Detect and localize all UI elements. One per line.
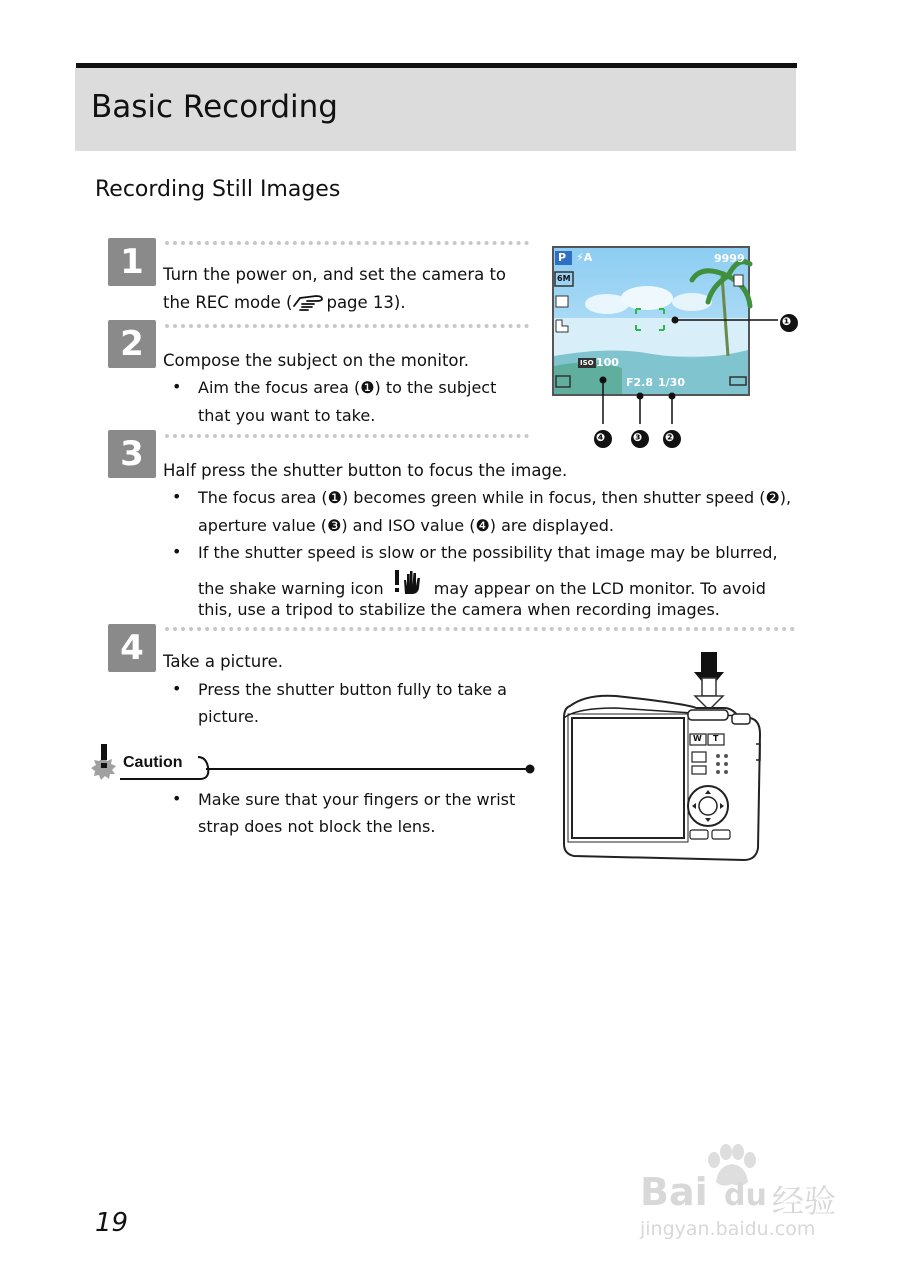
caution-line [118, 753, 538, 789]
step-3-bullet2-line1: If the shutter speed is slow or the possibility that image may be blurred, [198, 543, 778, 562]
step-3-bullet-2: • [172, 542, 182, 561]
step-1-number: 1 [108, 238, 156, 286]
step-4-divider [165, 627, 795, 631]
step-3-bullet2-line2a: the shake warning icon [198, 579, 384, 598]
step-2-divider [165, 324, 529, 328]
baidu-watermark [640, 1158, 860, 1248]
step-4-number: 4 [108, 624, 156, 672]
zoom-tele-label: T [713, 734, 719, 743]
step-4-bullet-line2: picture. [198, 707, 259, 726]
section-title: Recording Still Images [95, 177, 341, 202]
watermark-brand2: du [724, 1178, 767, 1213]
lcd-illustration [552, 246, 802, 454]
step-2-line1: Compose the subject on the monitor. [163, 351, 470, 370]
lcd-shutter: 1/30 [658, 376, 685, 389]
callout-4: ❹ [596, 431, 606, 444]
step-1-line2 [163, 289, 406, 321]
step-4-bullet-line1: Press the shutter button fully to take a [198, 680, 507, 699]
page-title: Basic Recording [91, 89, 338, 125]
step-3-bullet1-line1: The focus area (❶) becomes green while in focus, then shutter speed (❷), [198, 488, 792, 507]
step-1-line1: Turn the power on, and set the camera to [163, 265, 507, 284]
caution-icon [88, 743, 120, 785]
step-2-bullet: • [172, 377, 182, 396]
lcd-aperture: F2.8 [626, 376, 654, 389]
zoom-wide-label: W [693, 734, 702, 743]
lcd-shots: 9999 [714, 252, 745, 265]
step-3-number: 3 [108, 430, 156, 478]
callout-2: ❷ [665, 431, 675, 444]
step-3-line1: Half press the shutter button to focus the image. [163, 461, 568, 480]
step-1-divider [165, 241, 529, 245]
step-3-bullet1-line2: aperture value (❸) and ISO value (❹) are displayed. [198, 516, 614, 535]
caution-line1: Make sure that your fingers or the wrist [198, 790, 516, 809]
callout-3: ❸ [633, 431, 643, 444]
step-3-bullet-1: • [172, 487, 182, 506]
caution-line2: strap does not block the lens. [198, 817, 436, 836]
watermark-cn: 经验 [772, 1182, 837, 1220]
step-4-bullet: • [172, 679, 182, 698]
caution-bullet: • [172, 789, 182, 808]
lcd-iso: 100 [596, 356, 619, 369]
lcd-flash: ⚡A [576, 251, 593, 264]
step-3-divider [165, 434, 529, 438]
step-2-bullet-line2: that you want to take. [198, 406, 376, 425]
lcd-mode: P [558, 251, 567, 264]
step-2-number: 2 [108, 320, 156, 368]
camera-illustration [556, 648, 766, 870]
lcd-iso-tag: ISO [580, 359, 594, 367]
caution-label: Caution [123, 754, 183, 771]
step-3-bullet2-line2b: may appear on the LCD monitor. To avoid [433, 579, 766, 598]
step-4-line1: Take a picture. [163, 652, 284, 671]
step-2-bullet-line1: Aim the focus area (❶) to the subject [198, 378, 497, 397]
step-3-bullet2-line3: this, use a tripod to stabilize the camera when recording images. [198, 600, 720, 619]
callout-1: ❶ [782, 315, 792, 328]
page-number: 19 [95, 1208, 129, 1238]
watermark-brand: Bai [640, 1170, 708, 1214]
watermark-url: jingyan.baidu.com [640, 1218, 816, 1240]
lcd-resolution: 6M [557, 274, 571, 283]
pointing-hand-icon [292, 292, 326, 321]
step-1-line2b: page 13). [326, 293, 406, 312]
step-1-line2a: the REC mode ( [163, 293, 293, 312]
